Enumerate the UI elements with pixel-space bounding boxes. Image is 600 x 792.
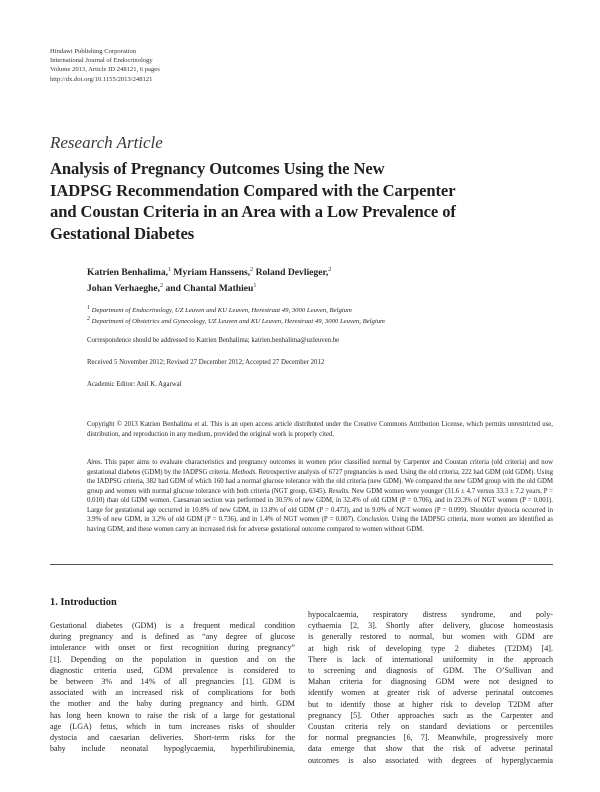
- abstract-text: Retrospective analysis of 6727 pregnancies is used. Using the old criteria, 222 had GDM (old GDM). Using the IADPSG criteria, 382 had GDM of which 160 had a normal glucose tolerance with the old criteria (new GDM). We compared the new GDM group with the old GDM group and women with normal glucose tolerance with both criteria (NGT group, 6345).: [87, 468, 554, 495]
- author-name: and Chantal Mathieu: [165, 283, 254, 294]
- body-line: associated with an increased risk of complications for both: [50, 688, 295, 698]
- doi-link[interactable]: http://dx.doi.org/10.1155/2013/248121: [50, 75, 153, 83]
- body-line: baby include neonatal hypoglycaemia, hyperbilirubinemia,: [50, 744, 295, 754]
- abstract-label: Results.: [328, 487, 350, 495]
- body-column-left: [50, 620, 295, 754]
- body-line: diagnostic criteria used, GDM prevalence is considered to: [50, 665, 295, 675]
- journal-name: International Journal of Endocrinology: [50, 57, 153, 65]
- title-line: Gestational Diabetes: [50, 223, 195, 243]
- affiliation-mark: 2: [87, 315, 90, 322]
- abstract-text: New GDM women were younger (31.6 ± 4.7 versus 33.3 ± 7.2 years, P = 0.010) than old GDM women. Caesarean section was performed in 30.5% of new GDM, in 32.4% of old GDM (P = 0.706), and in 23.3% of NGT women (P = 0.001). Large for gestational age occurred in 10.8% of new GDM, in 13.8% of old GDM (P = 0.473), and in 9.0% of NGT women (P = 0.099). Shoulder dystocia occurred in 3.9% of new GDM, in 3.2% of old GDM (P = 0.736), and in 1.4% of NGT women (P = 0.007).: [87, 487, 553, 523]
- title-line: Analysis of Pregnancy Outcomes Using the New: [50, 159, 385, 178]
- affiliation: [87, 317, 385, 328]
- body-line: hypocalcaemia, respiratory distress syndrome, and poly-: [308, 610, 553, 619]
- body-line: Coustan criteria rely on standard deviations or percentiles: [308, 722, 553, 732]
- body-line: Mahan criteria for diagnosing GDM were not designed to: [308, 677, 553, 687]
- body-line: intolerance with onset or first recognition during pregnancy”: [50, 643, 295, 653]
- correspondence: Correspondence should be addressed to Katrien Benhalima; katrien.benhalima@uzleuven.be: [87, 337, 340, 344]
- volume-info: Volume 2013, Article ID 248121, 6 pages: [50, 66, 160, 74]
- author-affiliation-mark: 1: [253, 282, 257, 289]
- author-list: [87, 265, 331, 297]
- section-divider: [50, 564, 553, 565]
- author-name: Johan Verhaeghe,: [87, 283, 161, 294]
- abstract-label: Aims.: [87, 459, 103, 466]
- paper-title: [50, 158, 520, 244]
- title-line: IADPSG Recommendation Compared with the Carpenter: [50, 180, 456, 200]
- body-line: There is lack of international uniformity in the approach: [308, 654, 553, 664]
- body-line: age (LGA) fetus, which in turn increases risks of shoulder: [50, 721, 295, 731]
- abstract-label: Methods.: [231, 468, 257, 476]
- body-line: be between 3% and 14% of all pregnancies [1]. GDM is: [50, 677, 295, 687]
- body-line: has long been known to raise the risk of a large for gestational: [50, 710, 295, 720]
- article-type: Research Article: [50, 133, 163, 152]
- body-line: pregnancy [5]. Other approaches such as the Carpenter and: [308, 710, 553, 720]
- body-line: Gestational diabetes (GDM) is a frequent medical condition: [50, 621, 295, 630]
- body-line: dystocia and caesarian deliveries. Short-term risks for the: [50, 733, 295, 743]
- body-column-right: [308, 609, 553, 766]
- affiliation-text: Department of Obstetrics and Gynecology, UZ Leuven and KU Leuven, Herestraat 49, 3000 Leuven, Belgium: [91, 317, 385, 325]
- abstract: [87, 458, 553, 534]
- body-line: at high risk of developing type 2 diabetes (T2DM) [4].: [308, 643, 553, 653]
- body-line: outcomes is also associated with degrees of hyperglycaemia: [308, 755, 553, 765]
- body-line: [1]. Depending on the population in question and on the: [50, 654, 295, 664]
- affiliation-mark: 1: [87, 304, 90, 311]
- publisher: Hindawi Publishing Corporation: [50, 48, 137, 55]
- abstract-text: This paper aims to evaluate characteristics and pregnancy outcomes in women prior classified normal by Carpenter and Coustan criteria (old criteria) and now gestational diabetes (GDM) by the IADPSG criteria.: [87, 459, 553, 476]
- title-line: and Coustan Criteria in an Area with a Low Prevalence of: [50, 202, 456, 221]
- author-affiliation-mark: 1: [168, 266, 172, 273]
- body-line: data emerge that show that the risk of adverse perinatal: [308, 744, 553, 754]
- abstract-label: Conclusion.: [356, 516, 390, 523]
- body-line: identify women at greater risk of adverse perinatal outcomes: [308, 688, 553, 698]
- article-dates: Received 5 November 2012; Revised 27 December 2012; Accepted 27 December 2012: [87, 359, 325, 366]
- academic-editor: Academic Editor: Anil K. Agarwal: [87, 381, 182, 388]
- author-affiliation-mark: 2: [160, 282, 164, 289]
- body-line: the mother and the baby during pregnancy and birth. GDM: [50, 699, 295, 709]
- author-affiliation-mark: 2: [250, 266, 254, 273]
- journal-header: [50, 47, 160, 84]
- abstract-text: Using the IADPSG criteria, more women are identified as having GDM, and these women carry an increased risk for adverse gestational outcome compared to women without GDM.: [87, 516, 553, 533]
- body-line: cythaemia [2, 3]. Shortly after delivery, glucose homeostasis: [308, 621, 553, 631]
- copyright-notice: Copyright © 2013 Katrien Benhalima et al. This is an open access article distributed under the Creative Commons Attribution License, which permits unrestricted use, distribution, and reproduction in any medium, provided the original work is properly cited.: [87, 421, 553, 438]
- affiliation-text: Department of Endocrinology, UZ Leuven and KU Leuven, Herestraat 49, 3000 Leuven, Belgium: [91, 307, 352, 314]
- section-heading: 1. Introduction: [50, 597, 117, 608]
- body-line: during pregnancy and is defined as “any degree of glucose: [50, 632, 295, 642]
- body-line: for normal pregnancies [6, 7]. Meanwhile, progressively more: [308, 733, 553, 743]
- body-line: is generally restored to normal, but women with GDM are: [308, 632, 553, 642]
- affiliation: [87, 306, 385, 317]
- author-name: Roland Devlieger,: [255, 267, 329, 278]
- affiliations: [87, 306, 385, 327]
- author-name: Myriam Hanssens,: [173, 267, 251, 278]
- body-line: to screening and diagnosis of GDM. The O’Sullivan and: [308, 666, 553, 676]
- body-line: but to identify those at higher risk to develop T2DM after: [308, 699, 553, 709]
- author-name: Katrien Benhalima,: [87, 267, 169, 278]
- author-affiliation-mark: 2: [328, 266, 332, 273]
